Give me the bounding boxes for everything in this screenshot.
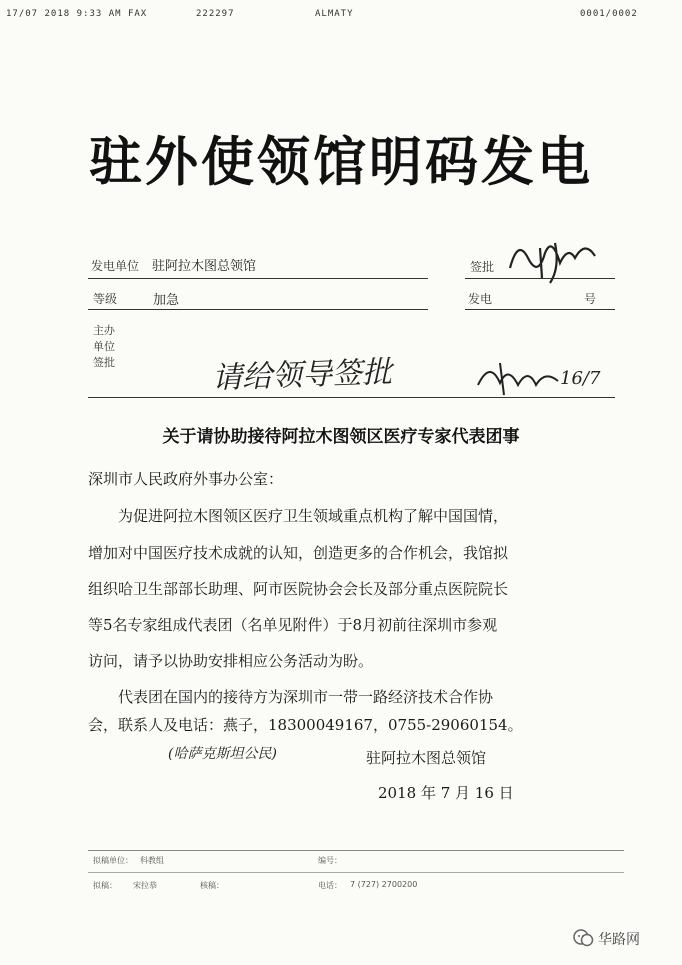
handwritten-contact-note: (哈萨克斯坦公民): [168, 746, 277, 762]
handwritten-approval-note: 请给领导签批: [211, 354, 393, 397]
sender-label: 发电单位: [91, 259, 140, 273]
phone-value: 7 (727) 2700200: [350, 880, 418, 889]
footer-divider-2: [88, 872, 624, 873]
edit-label: 编号：: [318, 856, 342, 865]
para2-line1: 代表团在国内的接待方为深圳市一带一路经济技术合作协: [118, 688, 494, 706]
fax-location: ALMATY: [315, 9, 354, 19]
para1-line2: 增加对中国医疗技术成就的认知，创造更多的合作机会，我馆拟: [88, 544, 509, 562]
document-date: 2018 年 7 月 16 日: [378, 784, 514, 802]
signature-office: 驻阿拉木图总领馆: [366, 749, 487, 767]
para1-line1: 为促进阿拉木图领区医疗卫生领域重点机构了解中国国情，: [118, 507, 509, 525]
host-label-1: 主办: [93, 324, 115, 337]
host-signature: [470, 355, 565, 400]
fax-datetime: 17/07 2018 9:33 AM FAX: [6, 9, 148, 19]
approver-signature: [500, 228, 610, 288]
approve-label: 签批: [470, 260, 495, 274]
wechat-icon: [572, 927, 594, 949]
fax-page-ref: 0001/0002: [580, 9, 638, 19]
drafter-label: 拟稿：: [93, 881, 117, 890]
send-line: [465, 309, 615, 310]
phone-label: 电话：: [318, 881, 342, 890]
watermark-logo: 华路网: [598, 932, 640, 948]
send-label: 发电: [468, 292, 493, 306]
para1-line3: 组织哈卫生部部长助理、阿市医院协会会长及部分重点医院院长: [88, 580, 509, 598]
sender-line: [88, 278, 428, 279]
check-label: 核稿：: [200, 881, 224, 890]
document-title: 驻外使领馆明码发电: [89, 132, 593, 193]
subject-line: 关于请协助接待阿拉木图领区医疗专家代表团事: [162, 427, 520, 447]
drafter-unit-value: 科教组: [140, 856, 164, 865]
priority-value: 加急: [153, 293, 180, 308]
priority-line: [88, 309, 428, 310]
number-label: 号: [584, 292, 597, 306]
para1-line4: 等5名专家组成代表团（名单见附件）于8月初前往深圳市参观: [88, 616, 498, 634]
para1-line5: 访问，请予以协助安排相应公务活动为盼。: [88, 652, 374, 670]
fax-number: 222297: [196, 9, 235, 19]
handwritten-approval-date: 16/7: [560, 368, 601, 389]
salutation: 深圳市人民政府外事办公室：: [88, 470, 284, 488]
drafter-unit-label: 拟稿单位：: [93, 856, 133, 865]
para2-line2: 会，联系人及电话：燕子，18300049167，0755-29060154。: [88, 716, 523, 734]
approve-line: [465, 278, 615, 279]
sender-value: 驻阿拉木图总领馆: [152, 259, 257, 274]
priority-label: 等级: [93, 292, 118, 306]
host-label-2: 单位: [93, 340, 115, 353]
host-label-3: 签批: [93, 356, 115, 369]
footer-divider: [88, 850, 624, 851]
drafter-value: 宋拉恭: [133, 881, 157, 890]
